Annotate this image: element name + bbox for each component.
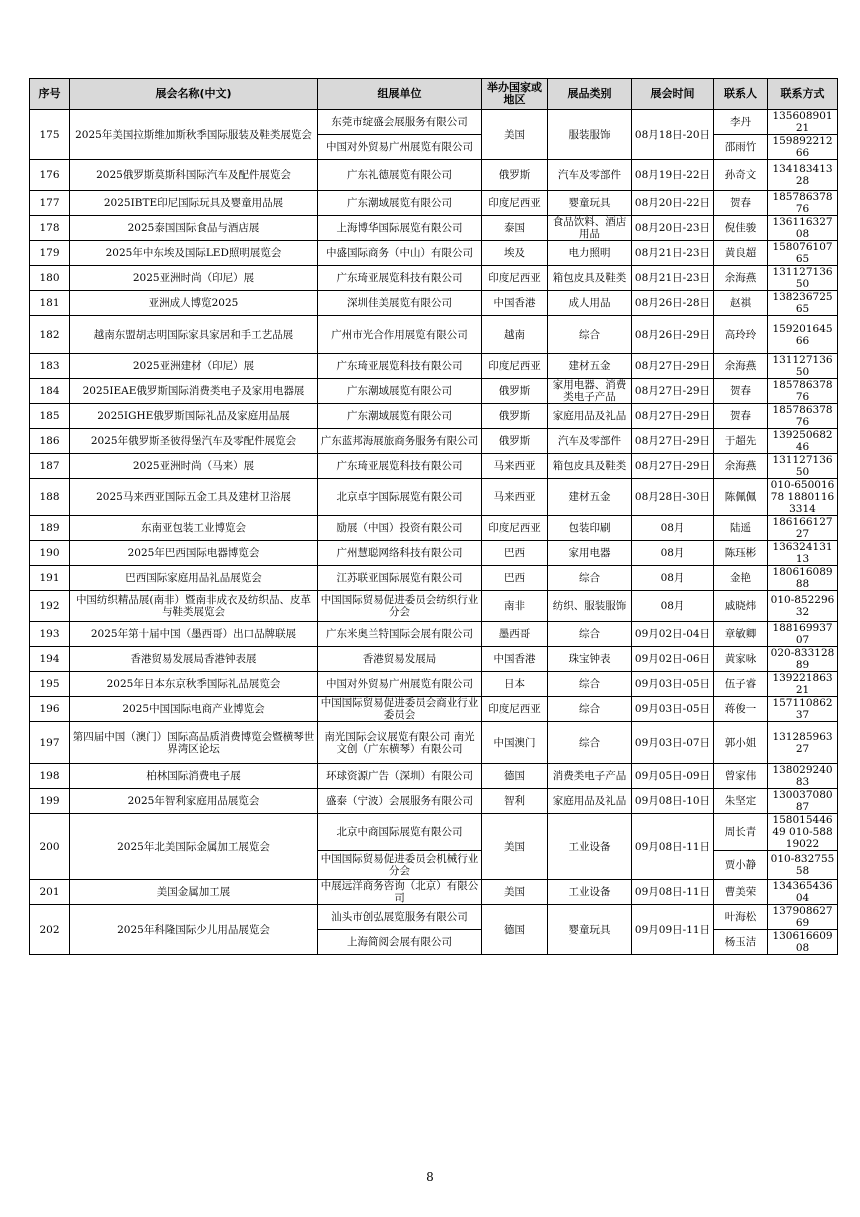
table-row: [30, 814, 838, 851]
cell-no: 198: [30, 764, 70, 789]
cell-organizer: 江苏联亚国际展览有限公司: [318, 566, 482, 591]
cell-contact: 赵祺: [714, 291, 768, 316]
cell-no: 182: [30, 316, 70, 354]
cell-time: 08月18日-20日: [632, 110, 714, 160]
cell-country: 埃及: [482, 241, 548, 266]
table-row: [30, 697, 838, 722]
cell-country: 印度尼西亚: [482, 697, 548, 722]
cell-phone: 13790862769: [768, 905, 838, 930]
cell-time: 09月09日-11日: [632, 905, 714, 955]
cell-category: 综合: [548, 722, 632, 764]
table-row: [30, 454, 838, 479]
cell-organizer: 东莞市绽盛会展服务有限公司: [318, 110, 482, 135]
cell-organizer: 环球资源广告（深圳）有限公司: [318, 764, 482, 789]
cell-organizer: 广州市光合作用展览有限公司: [318, 316, 482, 354]
cell-no: 194: [30, 647, 70, 672]
cell-contact: 倪佳骏: [714, 216, 768, 241]
cell-contact: 李丹: [714, 110, 768, 135]
cell-time: 08月20日-23日: [632, 216, 714, 241]
cell-category: 婴童玩具: [548, 191, 632, 216]
cell-name: 越南东盟胡志明国际家具家居和手工艺品展: [70, 316, 318, 354]
cell-country: 美国: [482, 814, 548, 880]
cell-name: 2025年中东埃及国际LED照明展览会: [70, 241, 318, 266]
cell-organizer: 汕头市创弘展览服务有限公司: [318, 905, 482, 930]
cell-country: 美国: [482, 880, 548, 905]
cell-no: 186: [30, 429, 70, 454]
table-row: [30, 110, 838, 135]
cell-name: 东南亚包装工业博览会: [70, 516, 318, 541]
cell-time: 09月03日-05日: [632, 697, 714, 722]
cell-no: 197: [30, 722, 70, 764]
header-phone: 联系方式: [768, 79, 838, 110]
table-row: [30, 354, 838, 379]
table-row: [30, 291, 838, 316]
cell-time: 08月: [632, 541, 714, 566]
cell-organizer: 中展远洋商务咨询（北京）有限公司: [318, 880, 482, 905]
cell-no: 181: [30, 291, 70, 316]
table-row: [30, 880, 838, 905]
cell-country: 德国: [482, 764, 548, 789]
cell-organizer: 广东礼德展览有限公司: [318, 160, 482, 191]
cell-organizer: 励展（中国）投资有限公司: [318, 516, 482, 541]
table-row: [30, 241, 838, 266]
cell-phone: 13418341328: [768, 160, 838, 191]
table-row: [30, 216, 838, 241]
cell-no: 185: [30, 404, 70, 429]
cell-contact: 陆遥: [714, 516, 768, 541]
cell-no: 184: [30, 379, 70, 404]
cell-phone: 13925068246: [768, 429, 838, 454]
cell-phone: 13611632708: [768, 216, 838, 241]
cell-category: 综合: [548, 566, 632, 591]
cell-time: 08月: [632, 566, 714, 591]
cell-category: 包装印刷: [548, 516, 632, 541]
cell-time: 08月: [632, 591, 714, 622]
cell-country: 中国澳门: [482, 722, 548, 764]
cell-phone: 010-85229632: [768, 591, 838, 622]
cell-country: 印度尼西亚: [482, 191, 548, 216]
cell-category: 综合: [548, 622, 632, 647]
cell-phone: 010-65001678 18801163314: [768, 479, 838, 516]
cell-organizer: 广东米奥兰特国际会展有限公司: [318, 622, 482, 647]
header-country: 举办国家或地区: [482, 79, 548, 110]
cell-name: 2025马来西亚国际五金工具及建材卫浴展: [70, 479, 318, 516]
cell-organizer: 中国国际贸易促进委员会商业行业委员会: [318, 697, 482, 722]
cell-time: 08月27日-29日: [632, 379, 714, 404]
cell-name: 2025年俄罗斯圣彼得堡汽车及零配件展览会: [70, 429, 318, 454]
cell-category: 箱包皮具及鞋类: [548, 266, 632, 291]
table-row: [30, 672, 838, 697]
cell-organizer: 中国国际贸易促进委员会机械行业分会: [318, 851, 482, 880]
cell-country: 俄罗斯: [482, 160, 548, 191]
cell-time: 08月19日-22日: [632, 160, 714, 191]
cell-country: 中国香港: [482, 647, 548, 672]
cell-country: 中国香港: [482, 291, 548, 316]
cell-category: 工业设备: [548, 814, 632, 880]
cell-country: 墨西哥: [482, 622, 548, 647]
cell-contact: 贾小静: [714, 851, 768, 880]
table-row: [30, 622, 838, 647]
cell-contact: 贺春: [714, 191, 768, 216]
table-row: [30, 266, 838, 291]
cell-no: 177: [30, 191, 70, 216]
cell-name: 中国纺织精品展(南非）暨南非成衣及纺织品、皮革与鞋类展览会: [70, 591, 318, 622]
cell-contact: 朱坚定: [714, 789, 768, 814]
cell-no: 175: [30, 110, 70, 160]
cell-no: 189: [30, 516, 70, 541]
cell-name: 2025俄罗斯莫斯科国际汽车及配件展览会: [70, 160, 318, 191]
cell-name: 2025亚洲建材（印尼）展: [70, 354, 318, 379]
cell-no: 202: [30, 905, 70, 955]
table-row: [30, 566, 838, 591]
cell-name: 2025亚洲时尚（马来）展: [70, 454, 318, 479]
cell-country: 俄罗斯: [482, 429, 548, 454]
cell-organizer: 北京卓宇国际展览有限公司: [318, 479, 482, 516]
cell-name: 2025IEAE俄罗斯国际消费类电子及家用电器展: [70, 379, 318, 404]
cell-organizer: 广东蓝邦海展旅商务服务有限公司: [318, 429, 482, 454]
cell-phone: 13922186321: [768, 672, 838, 697]
cell-phone: 13112713650: [768, 454, 838, 479]
cell-name: 美国金属加工展: [70, 880, 318, 905]
cell-country: 印度尼西亚: [482, 516, 548, 541]
cell-category: 服装服饰: [548, 110, 632, 160]
cell-phone: 13112713650: [768, 354, 838, 379]
cell-contact: 金艳: [714, 566, 768, 591]
cell-category: 电力照明: [548, 241, 632, 266]
cell-category: 汽车及零部件: [548, 160, 632, 191]
cell-contact: 陈珏彬: [714, 541, 768, 566]
cell-organizer: 北京中商国际展览有限公司: [318, 814, 482, 851]
cell-time: 08月20日-22日: [632, 191, 714, 216]
cell-organizer: 盛泰（宁波）会展服务有限公司: [318, 789, 482, 814]
header-category: 展品类别: [548, 79, 632, 110]
cell-contact: 蒋俊一: [714, 697, 768, 722]
cell-no: 183: [30, 354, 70, 379]
cell-no: 176: [30, 160, 70, 191]
cell-organizer: 广东潮域展览有限公司: [318, 404, 482, 429]
cell-time: 09月08日-11日: [632, 880, 714, 905]
header-contact: 联系人: [714, 79, 768, 110]
cell-country: 巴西: [482, 541, 548, 566]
cell-contact: 贺春: [714, 379, 768, 404]
cell-organizer: 上海博华国际展览有限公司: [318, 216, 482, 241]
cell-time: 09月05日-09日: [632, 764, 714, 789]
cell-time: 09月03日-07日: [632, 722, 714, 764]
cell-country: 德国: [482, 905, 548, 955]
cell-country: 日本: [482, 672, 548, 697]
cell-category: 建材五金: [548, 479, 632, 516]
table-row: [30, 160, 838, 191]
cell-name: 2025中国国际电商产业博览会: [70, 697, 318, 722]
cell-organizer: 广东琦亚展览科技有限公司: [318, 354, 482, 379]
cell-phone: 13632413113: [768, 541, 838, 566]
cell-contact: 叶海松: [714, 905, 768, 930]
header-row: [30, 79, 838, 110]
header-no: 序号: [30, 79, 70, 110]
cell-country: 印度尼西亚: [482, 266, 548, 291]
cell-organizer: 香港贸易发展局: [318, 647, 482, 672]
cell-phone: 15801544649 010-58819022: [768, 814, 838, 851]
table-row: [30, 647, 838, 672]
cell-contact: 余海燕: [714, 354, 768, 379]
cell-phone: 18578637876: [768, 404, 838, 429]
cell-no: 195: [30, 672, 70, 697]
cell-phone: 15807610765: [768, 241, 838, 266]
cell-phone: 18578637876: [768, 191, 838, 216]
cell-time: 08月27日-29日: [632, 404, 714, 429]
cell-country: 马来西亚: [482, 454, 548, 479]
cell-category: 家庭用品及礼品: [548, 404, 632, 429]
cell-time: 09月08日-10日: [632, 789, 714, 814]
cell-contact: 戚晓炜: [714, 591, 768, 622]
cell-time: 09月03日-05日: [632, 672, 714, 697]
cell-category: 工业设备: [548, 880, 632, 905]
table-row: [30, 191, 838, 216]
cell-country: 巴西: [482, 566, 548, 591]
cell-contact: 余海燕: [714, 454, 768, 479]
cell-name: 2025年科隆国际少儿用品展览会: [70, 905, 318, 955]
table-row: [30, 379, 838, 404]
cell-time: 09月08日-11日: [632, 814, 714, 880]
table-row: [30, 591, 838, 622]
cell-time: 08月: [632, 516, 714, 541]
cell-name: 2025年巴西国际电器博览会: [70, 541, 318, 566]
cell-category: 综合: [548, 316, 632, 354]
cell-country: 越南: [482, 316, 548, 354]
cell-phone: 15989221266: [768, 135, 838, 160]
cell-phone: 020-83312889: [768, 647, 838, 672]
cell-country: 南非: [482, 591, 548, 622]
table-row: [30, 905, 838, 930]
cell-phone: 13003708087: [768, 789, 838, 814]
cell-name: 2025泰国国际食品与酒店展: [70, 216, 318, 241]
cell-organizer: 广东琦亚展览科技有限公司: [318, 454, 482, 479]
table-row: [30, 516, 838, 541]
cell-contact: 于超先: [714, 429, 768, 454]
cell-country: 俄罗斯: [482, 379, 548, 404]
table-row: [30, 404, 838, 429]
cell-phone: 13436543604: [768, 880, 838, 905]
cell-no: 179: [30, 241, 70, 266]
cell-time: 08月27日-29日: [632, 354, 714, 379]
cell-time: 08月28日-30日: [632, 479, 714, 516]
cell-contact: 曹美荣: [714, 880, 768, 905]
cell-no: 191: [30, 566, 70, 591]
table-row: [30, 789, 838, 814]
cell-phone: 18578637876: [768, 379, 838, 404]
cell-country: 马来西亚: [482, 479, 548, 516]
table-row: [30, 479, 838, 516]
cell-organizer: 中国对外贸易广州展览有限公司: [318, 135, 482, 160]
cell-time: 09月02日-04日: [632, 622, 714, 647]
cell-name: 2025年美国拉斯维加斯秋季国际服装及鞋类展览会: [70, 110, 318, 160]
table-row: [30, 541, 838, 566]
cell-contact: 章敏卿: [714, 622, 768, 647]
cell-country: 印度尼西亚: [482, 354, 548, 379]
cell-phone: 010-83275558: [768, 851, 838, 880]
cell-contact: 陈佩佩: [714, 479, 768, 516]
cell-no: 201: [30, 880, 70, 905]
table-row: [30, 429, 838, 454]
cell-organizer: 广州慧聪网络科技有限公司: [318, 541, 482, 566]
cell-name: 2025年北美国际金属加工展览会: [70, 814, 318, 880]
cell-contact: 孙奇文: [714, 160, 768, 191]
cell-category: 成人用品: [548, 291, 632, 316]
cell-time: 08月27日-29日: [632, 429, 714, 454]
cell-name: 2025IBTE印尼国际玩具及婴童用品展: [70, 191, 318, 216]
cell-category: 汽车及零部件: [548, 429, 632, 454]
cell-no: 192: [30, 591, 70, 622]
cell-country: 智利: [482, 789, 548, 814]
cell-no: 196: [30, 697, 70, 722]
cell-phone: 13061660908: [768, 930, 838, 955]
cell-contact: 杨玉洁: [714, 930, 768, 955]
cell-contact: 曾家伟: [714, 764, 768, 789]
cell-name: 香港贸易发展局香港钟表展: [70, 647, 318, 672]
cell-phone: 13560890121: [768, 110, 838, 135]
cell-name: 2025年第十届中国（墨西哥）出口品牌联展: [70, 622, 318, 647]
cell-category: 综合: [548, 697, 632, 722]
cell-organizer: 南光国际会议展览有限公司 南光文创（广东横琴）有限公司: [318, 722, 482, 764]
cell-phone: 13823672565: [768, 291, 838, 316]
cell-phone: 18816993707: [768, 622, 838, 647]
header-organizer: 组展单位: [318, 79, 482, 110]
cell-contact: 郭小姐: [714, 722, 768, 764]
cell-category: 消费类电子产品: [548, 764, 632, 789]
cell-contact: 余海燕: [714, 266, 768, 291]
cell-organizer: 广东潮域展览有限公司: [318, 191, 482, 216]
cell-category: 纺织、服装服饰: [548, 591, 632, 622]
cell-category: 珠宝钟表: [548, 647, 632, 672]
cell-category: 建材五金: [548, 354, 632, 379]
cell-category: 家用电器、消费类电子产品: [548, 379, 632, 404]
cell-organizer: 广东琦亚展览科技有限公司: [318, 266, 482, 291]
cell-phone: 13802924083: [768, 764, 838, 789]
page-number: 8: [426, 1170, 434, 1184]
cell-phone: 15920164566: [768, 316, 838, 354]
cell-organizer: 中国对外贸易广州展览有限公司: [318, 672, 482, 697]
cell-organizer: 上海简阅会展有限公司: [318, 930, 482, 955]
cell-organizer: 中国国际贸易促进委员会纺织行业分会: [318, 591, 482, 622]
cell-phone: 13112713650: [768, 266, 838, 291]
cell-name: 柏林国际消费电子展: [70, 764, 318, 789]
table-row: [30, 316, 838, 354]
cell-category: 婴童玩具: [548, 905, 632, 955]
cell-time: 08月21日-23日: [632, 241, 714, 266]
cell-contact: 周长青: [714, 814, 768, 851]
cell-phone: 18061608988: [768, 566, 838, 591]
header-name: 展会名称(中文): [70, 79, 318, 110]
cell-name: 2025亚洲时尚（印尼）展: [70, 266, 318, 291]
cell-contact: 黄家咏: [714, 647, 768, 672]
cell-organizer: 中盛国际商务（中山）有限公司: [318, 241, 482, 266]
cell-name: 第四届中国（澳门）国际高品质消费博览会暨横琴世界湾区论坛: [70, 722, 318, 764]
cell-country: 美国: [482, 110, 548, 160]
cell-phone: 18616612727: [768, 516, 838, 541]
cell-no: 190: [30, 541, 70, 566]
cell-country: 俄罗斯: [482, 404, 548, 429]
cell-category: 箱包皮具及鞋类: [548, 454, 632, 479]
header-time: 展会时间: [632, 79, 714, 110]
table-row: [30, 764, 838, 789]
cell-phone: 15711086237: [768, 697, 838, 722]
cell-contact: 贺春: [714, 404, 768, 429]
cell-organizer: 广东潮域展览有限公司: [318, 379, 482, 404]
cell-name: 亚洲成人博览2025: [70, 291, 318, 316]
cell-name: 巴西国际家庭用品礼品展览会: [70, 566, 318, 591]
cell-name: 2025IGHE俄罗斯国际礼品及家庭用品展: [70, 404, 318, 429]
exhibition-table: [29, 78, 838, 955]
cell-country: 泰国: [482, 216, 548, 241]
cell-no: 178: [30, 216, 70, 241]
cell-name: 2025年日本东京秋季国际礼品展览会: [70, 672, 318, 697]
cell-no: 187: [30, 454, 70, 479]
cell-organizer: 深圳佳美展览有限公司: [318, 291, 482, 316]
cell-name: 2025年智利家庭用品展览会: [70, 789, 318, 814]
cell-category: 综合: [548, 672, 632, 697]
cell-time: 08月26日-29日: [632, 316, 714, 354]
cell-phone: 13128596327: [768, 722, 838, 764]
cell-no: 200: [30, 814, 70, 880]
cell-time: 08月21日-23日: [632, 266, 714, 291]
cell-no: 193: [30, 622, 70, 647]
cell-category: 家庭用品及礼品: [548, 789, 632, 814]
cell-contact: 伍子睿: [714, 672, 768, 697]
cell-contact: 高玲玲: [714, 316, 768, 354]
cell-category: 家用电器: [548, 541, 632, 566]
cell-contact: 黄良超: [714, 241, 768, 266]
cell-time: 08月26日-28日: [632, 291, 714, 316]
cell-no: 199: [30, 789, 70, 814]
cell-time: 08月27日-29日: [632, 454, 714, 479]
table-row: [30, 722, 838, 764]
cell-no: 188: [30, 479, 70, 516]
cell-no: 180: [30, 266, 70, 291]
cell-category: 食品饮料、酒店用品: [548, 216, 632, 241]
cell-time: 09月02日-06日: [632, 647, 714, 672]
cell-contact: 邵雨竹: [714, 135, 768, 160]
